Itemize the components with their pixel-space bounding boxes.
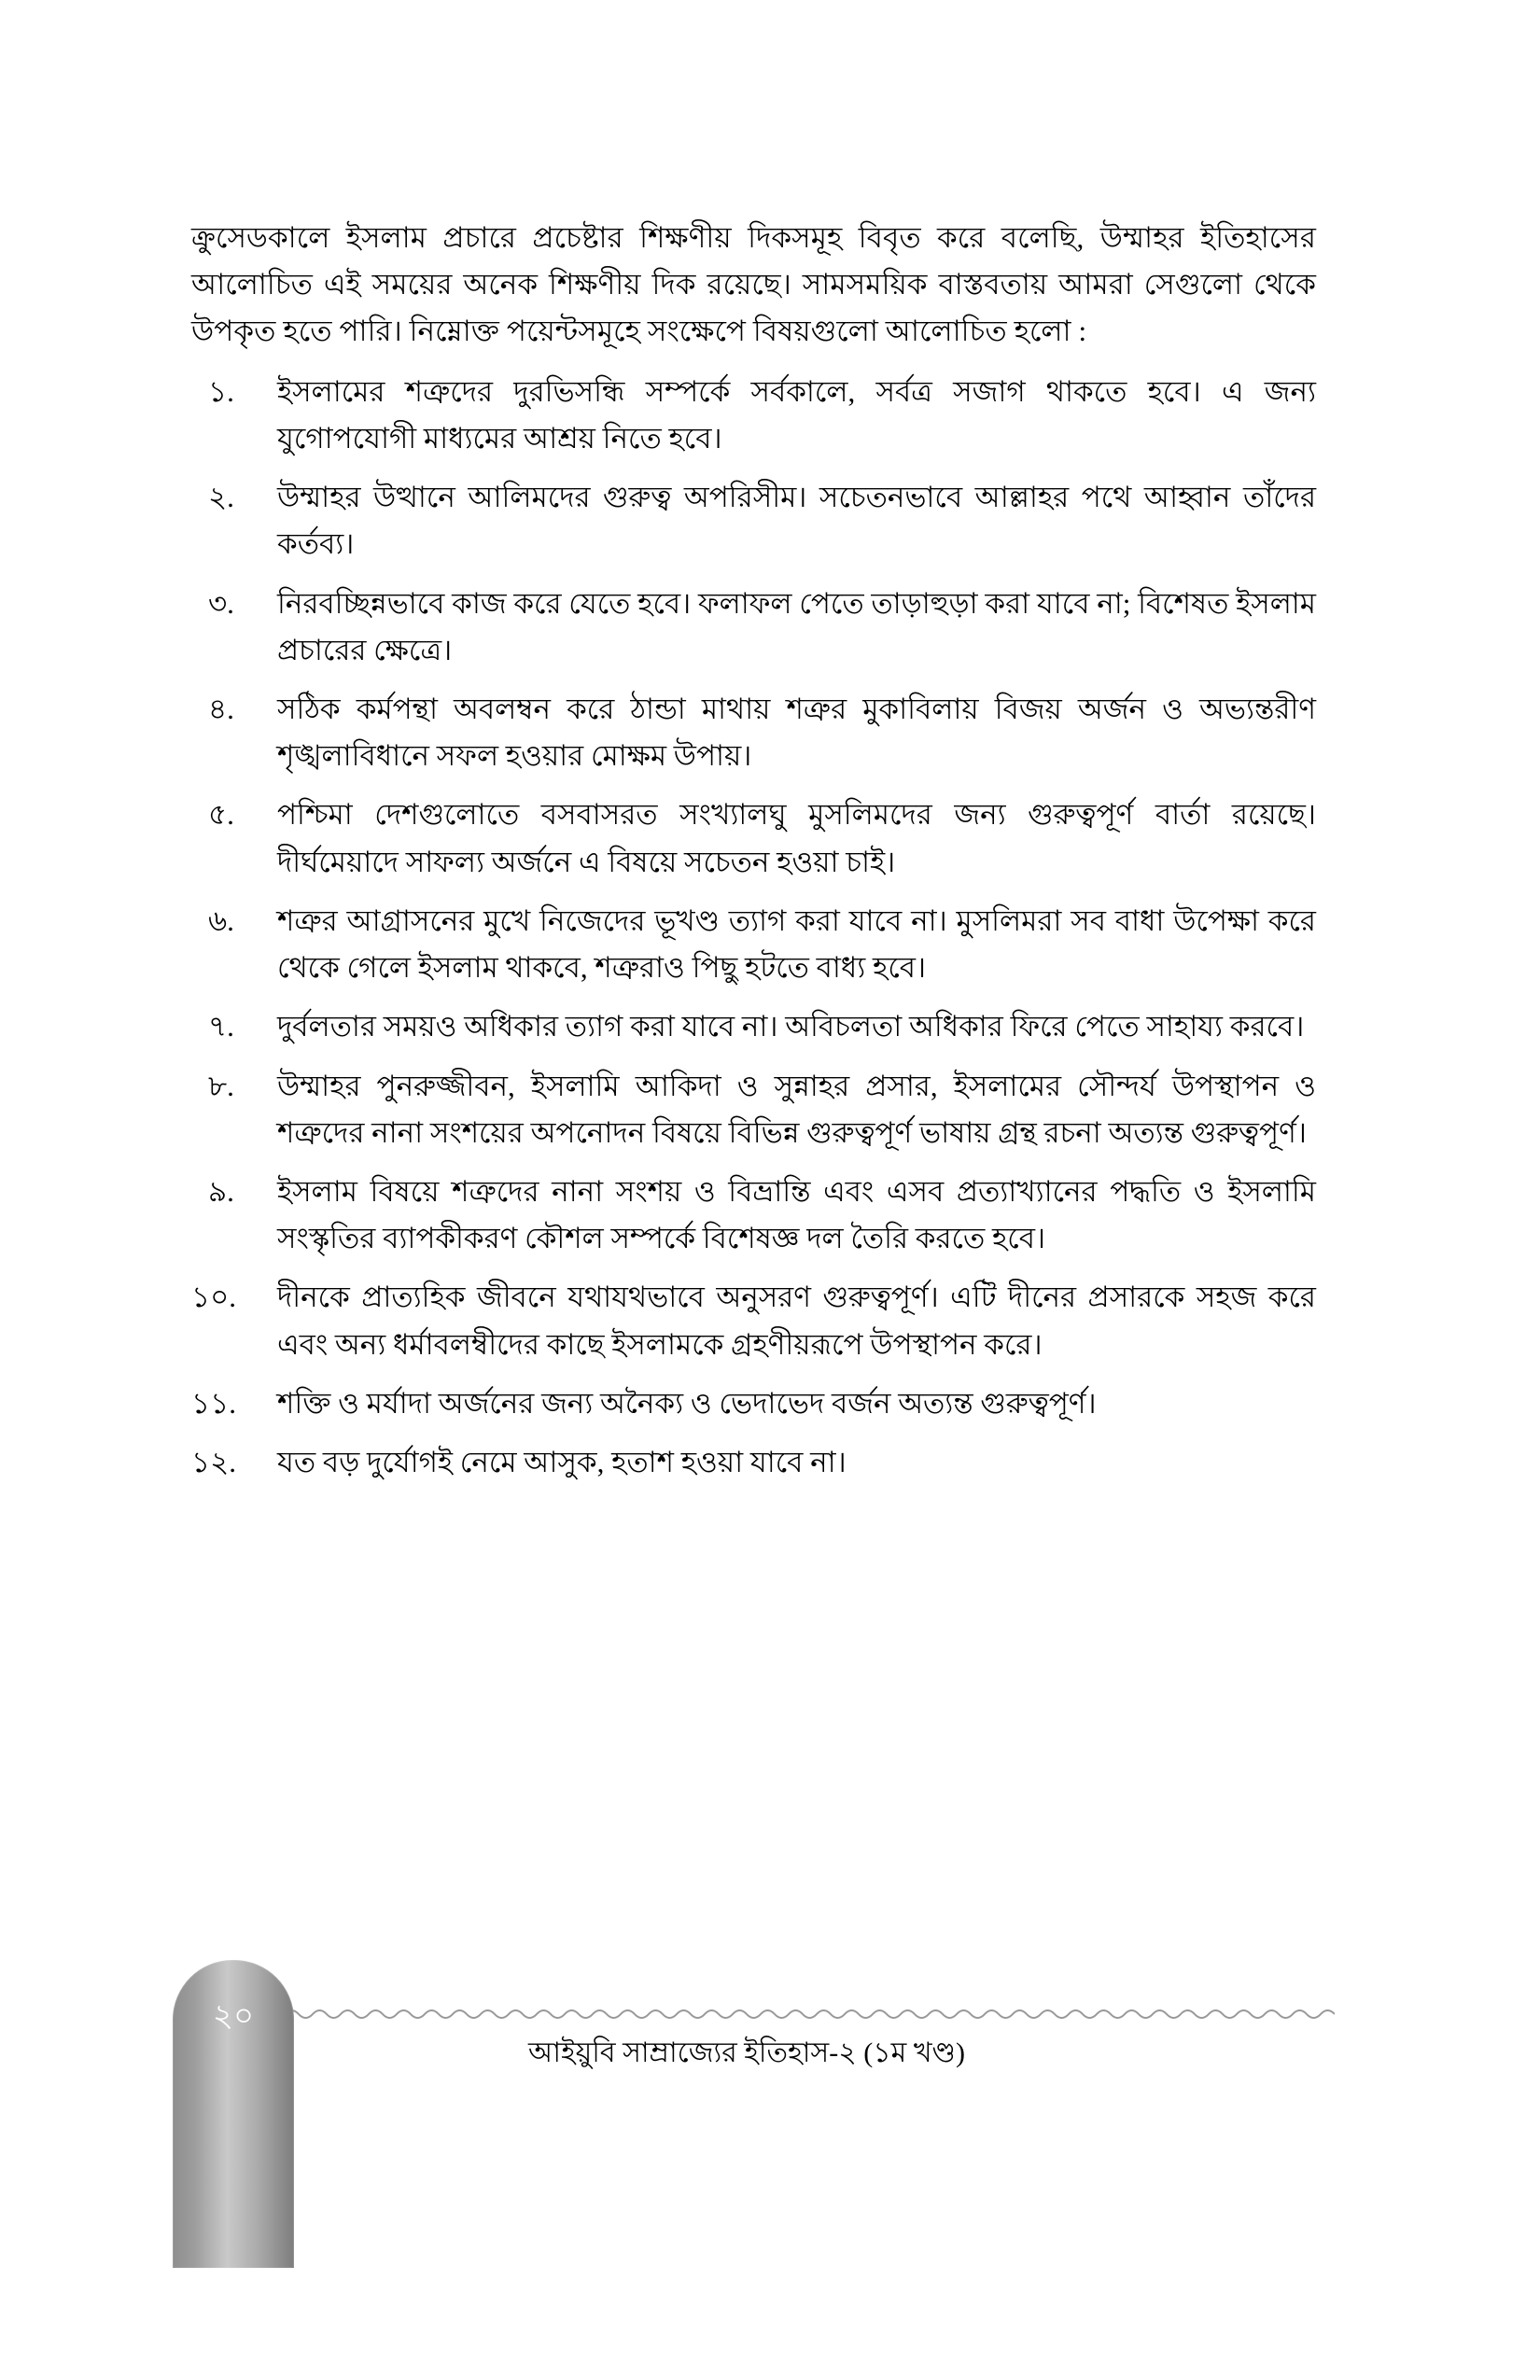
list-item-number: ৩. bbox=[208, 586, 234, 620]
list-item-text: শত্রুর আগ্রাসনের মুখে নিজেদের ভূখণ্ড ত্যাগ করা যাবে না। মুসলিমরা সব বাধা উপেক্ষা করে থেকে গেলে ইসলাম থাকবে, শত্রুরাও পিছু হটতে বাধ্য হবে। bbox=[277, 903, 1316, 985]
list-item-text: ইসলামের শত্রুদের দুরভিসন্ধি সম্পর্কে সর্বকালে, সর্বত্র সজাগ থাকতে হবে। এ জন্য যুগোপযোগী মাধ্যমের আশ্রয় নিতে হবে। bbox=[277, 374, 1316, 455]
list-item-number: ১২. bbox=[191, 1446, 237, 1479]
list-item-number: ৯. bbox=[208, 1174, 234, 1208]
list-item-number: ৬. bbox=[208, 903, 234, 937]
list-item bbox=[191, 1003, 1316, 1050]
list-item-text: সঠিক কর্মপন্থা অবলম্বন করে ঠান্ডা মাথায় শত্রুর মুকাবিলায় বিজয় অর্জন ও অভ্যন্তরীণ শৃঙ্খলাবিধানে সফল হওয়ার মোক্ষম উপায়। bbox=[277, 692, 1316, 773]
list-item bbox=[191, 1063, 1316, 1156]
numbered-points-list bbox=[191, 369, 1316, 1487]
list-item bbox=[191, 581, 1316, 674]
page-content bbox=[191, 215, 1316, 1498]
list-item bbox=[191, 791, 1316, 885]
list-item bbox=[191, 1169, 1316, 1262]
list-item-number: ১. bbox=[208, 374, 234, 408]
list-item-text: পশ্চিমা দেশগুলোতে বসবাসরত সংখ্যালঘু মুসলিমদের জন্য গুরুত্বপূর্ণ বার্তা রয়েছে। দীর্ঘমেয়াদে সাফল্য অর্জনে এ বিষয়ে সচেতন হওয়া চাই। bbox=[277, 798, 1316, 878]
list-item-text: ইসলাম বিষয়ে শত্রুদের নানা সংশয় ও বিভ্রান্তি এবং এসব প্রত্যাখ্যানের পদ্ধতি ও ইসলামি সংস্কৃতির ব্যাপকীকরণ কৌশল সম্পর্কে বিশেষজ্ঞ দল তৈরি করতে হবে। bbox=[277, 1174, 1316, 1255]
list-item-text: উম্মাহর পুনরুজ্জীবন, ইসলামি আকিদা ও সুন্নাহর প্রসার, ইসলামের সৌন্দর্য উপস্থাপন ও শত্রুদের নানা সংশয়ের অপনোদন বিষয়ে বিভিন্ন গুরুত্বপূর্ণ ভাষায় গ্রন্থ রচনা অত্যন্ত গুরুত্বপূর্ণ। bbox=[277, 1069, 1316, 1149]
list-item-text: যত বড় দুর্যোগই নেমে আসুক, হতাশ হওয়া যাবে না। bbox=[277, 1446, 847, 1479]
footer-wave-divider bbox=[201, 2007, 1335, 2022]
list-item-number: ১১. bbox=[191, 1386, 236, 1420]
intro-paragraph: ক্রুসেডকালে ইসলাম প্রচারে প্রচেষ্টার শিক্ষণীয় দিকসমূহ বিবৃত করে বলেছি, উম্মাহর ইতিহাসের আলোচিত এই সময়ের অনেক শিক্ষণীয় দিক রয়েছে। সামসময়িক বাস্তবতায় আমরা সেগুলো থেকে উপকৃত হতে পারি। নিম্নোক্ত পয়েন্টসমূহে সংক্ষেপে বিষয়গুলো আলোচিত হলো : bbox=[191, 221, 1316, 348]
page-bottom-margin bbox=[0, 2268, 1540, 2380]
list-item-number: ৮. bbox=[208, 1069, 234, 1102]
list-item-number: ১০. bbox=[191, 1281, 237, 1314]
list-item-text: দীনকে প্রাত্যহিক জীবনে যথাযথভাবে অনুসরণ গুরুত্বপূর্ণ। এটি দীনের প্রসারকে সহজ করে এবং অন্য ধর্মাবলম্বীদের কাছে ইসলামকে গ্রহণীয়রূপে উপস্থাপন করে। bbox=[277, 1281, 1316, 1361]
list-item bbox=[191, 686, 1316, 779]
list-item-number: ৭. bbox=[208, 1010, 234, 1043]
list-item bbox=[191, 369, 1316, 462]
page-number-tab bbox=[173, 1960, 294, 2268]
list-item-text: শক্তি ও মর্যাদা অর্জনের জন্য অনৈক্য ও ভেদাভেদ বর্জন অত্যন্ত গুরুত্বপূর্ণ। bbox=[277, 1386, 1097, 1420]
book-title-footer: আইয়ুবি সাম্রাজ্যের ইতিহাস-২ (১ম খণ্ড) bbox=[528, 2037, 965, 2068]
list-item bbox=[191, 898, 1316, 991]
list-item-number: ৫. bbox=[208, 798, 234, 832]
list-item bbox=[191, 1380, 1316, 1427]
list-item-number: ৪. bbox=[208, 692, 234, 725]
list-item-text: দুর্বলতার সময়ও অধিকার ত্যাগ করা যাবে না। অবিচলতা অধিকার ফিরে পেতে সাহায্য করবে। bbox=[277, 1010, 1305, 1043]
list-item-text: নিরবচ্ছিন্নভাবে কাজ করে যেতে হবে। ফলাফল পেতে তাড়াহুড়া করা যাবে না; বিশেষত ইসলাম প্রচারের ক্ষেত্রে। bbox=[277, 586, 1316, 666]
list-item-text: উম্মাহর উত্থানে আলিমদের গুরুত্ব অপরিসীম। সচেতনভাবে আল্লাহর পথে আহ্বান তাঁদের কর্তব্য। bbox=[277, 481, 1316, 561]
list-item bbox=[191, 474, 1316, 567]
list-item bbox=[191, 1274, 1316, 1367]
list-item bbox=[191, 1439, 1316, 1486]
page-number: ২০ bbox=[212, 1999, 255, 2034]
list-item-number: ২. bbox=[208, 481, 234, 514]
